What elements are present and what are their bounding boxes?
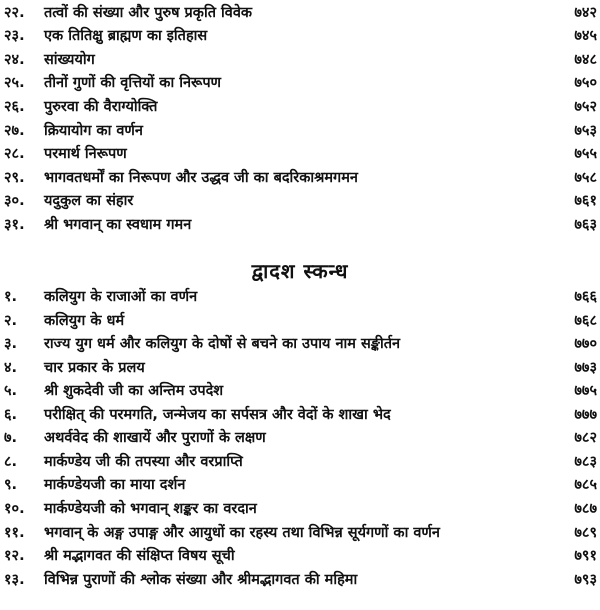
toc-entry [0, 474, 600, 497]
entry-page: ७६१ [574, 193, 597, 209]
entry-page: ७४५ [574, 28, 597, 44]
entry-number: २६. [4, 99, 25, 115]
toc-entry [0, 427, 600, 450]
entry-title: अथर्ववेद की शाखायें और पुराणों के लक्षण [44, 430, 266, 446]
entry-title: मार्कण्डेयजी को भगवान् शङ्कर का वरदान [44, 501, 257, 517]
entry-number: १. [4, 289, 18, 305]
entry-title: एक तितिक्षु ब्राह्मण का इतिहास [44, 28, 208, 44]
entry-title: पुरुरवा की वैराग्योक्ति [44, 99, 158, 115]
entry-title: परीक्षित् की परमगति, जन्मेजय का सर्पसत्र और वेदों के शाखा भेद [44, 407, 391, 423]
toc-entry [0, 333, 600, 356]
toc-entry [0, 545, 600, 568]
toc-entry [0, 2, 600, 25]
entry-title: राज्य युग धर्म और कलियुग के दोषों से बचने का उपाय नाम सङ्कीर्तन [44, 336, 401, 352]
entry-number: २८. [4, 146, 25, 162]
entry-number: १२. [4, 548, 25, 564]
entry-title: सांख्ययोग [44, 52, 95, 68]
toc-entry [0, 143, 600, 166]
entry-title: तीनों गुणों की वृत्तियों का निरूपण [44, 75, 222, 91]
entry-title: मार्कण्डेयजी का माया दर्शन [44, 477, 186, 493]
toc-entry [0, 190, 600, 213]
entry-number: ९. [4, 477, 18, 493]
entry-page: ७८२ [574, 430, 597, 446]
entry-page: ७५५ [574, 146, 597, 162]
entry-page: ७४२ [574, 5, 597, 21]
entry-number: ६. [4, 407, 18, 423]
toc-entry [0, 120, 600, 143]
entry-title: परमार्थ निरूपण [44, 146, 127, 162]
toc-entry [0, 498, 600, 521]
entry-title: विभिन्न पुराणों की श्लोक संख्या और श्रीमद्भागवत की महिमा [44, 572, 358, 588]
toc-entry [0, 49, 600, 72]
entry-number: ५. [4, 383, 18, 399]
entry-number: ३. [4, 336, 18, 352]
entry-number: २. [4, 313, 18, 329]
toc-entry [0, 96, 600, 119]
section-heading: द्वादश स्कन्ध [251, 259, 349, 283]
entry-number: २९. [4, 170, 25, 186]
entry-number: २४. [4, 52, 25, 68]
entry-page: ७६८ [574, 313, 597, 329]
entry-number: २३. [4, 28, 25, 44]
toc-entry [0, 72, 600, 95]
toc-entry [0, 451, 600, 474]
entry-page: ७७७ [574, 407, 597, 423]
toc-entry [0, 167, 600, 190]
entry-title: कलियुग के राजाओं का वर्णन [44, 289, 198, 305]
entry-title: श्री मद्भागवत की संक्षिप्त विषय सूची [44, 548, 235, 564]
entry-title: भागवतधर्मों का निरूपण और उद्धव जी का बदरिकाश्रमगमन [44, 170, 358, 186]
entry-number: १०. [4, 501, 25, 517]
entry-page: ७८७ [574, 501, 597, 517]
entry-number: १३. [4, 572, 25, 588]
entry-number: ३०. [4, 193, 25, 209]
toc-entry [0, 522, 600, 545]
toc-entry [0, 357, 600, 380]
entry-page: ७५० [574, 75, 597, 91]
entry-page: ७९१ [574, 548, 597, 564]
entry-title: मार्कण्डेय जी की तपस्या और वरप्राप्ति [44, 454, 243, 470]
entry-page: ७८३ [574, 454, 597, 470]
entry-title: कलियुग के धर्म [44, 313, 125, 329]
entry-page: ७९३ [574, 572, 597, 588]
entry-number: ४. [4, 360, 18, 376]
entry-page: ७७० [574, 336, 597, 352]
entry-page: ७८५ [574, 477, 597, 493]
entry-number: २५. [4, 75, 25, 91]
entry-title: चार प्रकार के प्रलय [44, 360, 145, 376]
entry-number: २२. [4, 5, 25, 21]
toc-entry [0, 404, 600, 427]
entry-page: ७८९ [574, 525, 597, 541]
entry-page: ७५३ [574, 123, 597, 139]
toc-entry [0, 569, 600, 592]
entry-title: श्री शुकदेवी जी का अन्तिम उपदेश [44, 383, 224, 399]
entry-page: ७५८ [574, 170, 597, 186]
toc-entry [0, 25, 600, 48]
entry-title: श्री भगवान् का स्वधाम गमन [44, 217, 192, 233]
entry-title: भगवान् के अङ्ग उपाङ्ग और आयुधों का रहस्य तथा विभिन्न सूर्यगणों का वर्णन [44, 525, 440, 541]
entry-number: ८. [4, 454, 18, 470]
toc-entry [0, 214, 600, 237]
entry-number: ११. [4, 525, 25, 541]
entry-page: ७४८ [574, 52, 597, 68]
entry-page: ७७३ [574, 360, 597, 376]
toc-entry [0, 380, 600, 403]
entry-title: यदुकुल का संहार [44, 193, 134, 209]
entry-number: ७. [4, 430, 18, 446]
entry-title: क्रियायोग का वर्णन [44, 123, 143, 139]
entry-number: ३१. [4, 217, 25, 233]
entry-title: तत्वों की संख्या और पुरुष प्रकृति विवेक [44, 5, 253, 21]
toc-entry [0, 310, 600, 333]
entry-page: ७७५ [574, 383, 597, 399]
entry-page: ७६३ [574, 217, 597, 233]
entry-number: २७. [4, 123, 25, 139]
entry-page: ७५२ [574, 99, 597, 115]
toc-entry [0, 286, 600, 309]
entry-page: ७६६ [574, 289, 597, 305]
